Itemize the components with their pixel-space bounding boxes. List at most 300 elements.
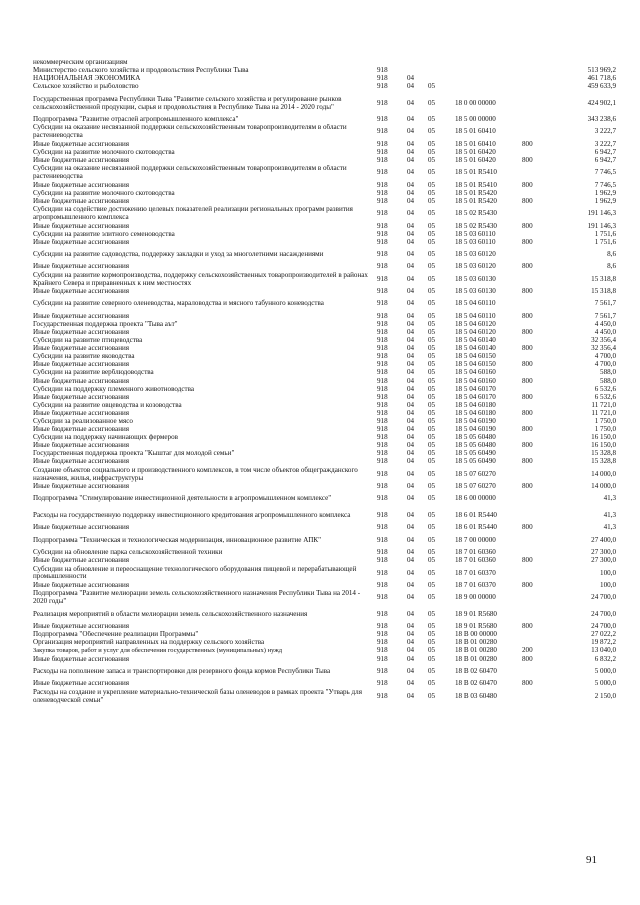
row-subsection-code: 05 xyxy=(428,593,436,602)
table-row xyxy=(33,337,616,345)
row-admin-code: 918 xyxy=(377,320,388,328)
row-admin-code: 918 xyxy=(377,287,388,296)
row-target-article: 18 5 01 R5420 xyxy=(455,197,497,205)
row-expense-type xyxy=(522,606,552,623)
row-target-article: 18 5 03 60110 xyxy=(455,238,496,246)
row-target-article: 18 5 01 R5410 xyxy=(455,168,497,177)
table-row xyxy=(33,524,616,532)
row-name: Подпрограмма "Стимулирование инвестиционной деятельности в агропромышленном комплексе" xyxy=(33,494,332,503)
row-subsection-code: 05 xyxy=(428,385,436,393)
row-name: Иные бюджетные ассигнования xyxy=(33,409,130,417)
row-section-code: 04 xyxy=(407,557,415,565)
row-admin-code: 918 xyxy=(377,549,388,557)
row-amount: 1 750,0 xyxy=(594,425,616,434)
row-amount: 513 969,2 xyxy=(587,67,616,75)
row-subsection-code: 05 xyxy=(428,197,436,205)
row-subsection-code: 05 xyxy=(428,377,436,385)
table-row xyxy=(33,329,616,337)
row-admin-code: 918 xyxy=(377,469,388,478)
table-row xyxy=(33,124,616,141)
row-admin-code: 918 xyxy=(377,691,388,700)
row-expense-type xyxy=(522,149,552,157)
row-amount: 32 356,4 xyxy=(591,336,616,345)
row-admin-code: 918 xyxy=(377,647,388,655)
row-amount: 15 318,8 xyxy=(591,287,616,296)
row-amount: 41,3 xyxy=(603,511,616,520)
row-name: Расходы на пополнение запаса и транспортировки для резервного фонда кормов Республики Тыва xyxy=(33,666,331,675)
row-subsection-code: 05 xyxy=(428,361,436,369)
row-expense-type xyxy=(522,631,552,639)
row-section-code: 04 xyxy=(407,691,415,700)
row-section-code: 04 xyxy=(407,549,415,557)
row-section-code: 04 xyxy=(407,263,415,271)
row-target-article: 18 5 02 R5430 xyxy=(455,222,497,230)
row-subsection-code: 05 xyxy=(428,549,436,557)
row-expense-type xyxy=(522,206,552,223)
table-row xyxy=(33,190,616,198)
row-target-article: 18 В 03 60480 xyxy=(455,691,497,700)
row-name: Государственная поддержка проекта "Кыштаг для молодой семьи" xyxy=(33,450,235,458)
row-amount: 4 700,0 xyxy=(594,361,616,369)
table-row xyxy=(33,116,616,124)
table-row xyxy=(33,394,616,402)
row-admin-code: 918 xyxy=(377,639,388,647)
row-admin-code: 918 xyxy=(377,197,388,205)
row-amount: 27 300,0 xyxy=(591,549,616,557)
row-subsection-code: 05 xyxy=(428,458,436,466)
row-expense-type xyxy=(522,321,552,329)
row-section-code: 04 xyxy=(407,483,415,491)
row-admin-code: 918 xyxy=(377,581,388,589)
row-admin-code: 918 xyxy=(377,353,388,361)
row-expense-type xyxy=(522,491,552,508)
table-row xyxy=(33,165,616,182)
row-admin-code: 918 xyxy=(377,361,388,369)
row-admin-code: 918 xyxy=(377,631,388,639)
row-amount: 7 746,5 xyxy=(594,181,616,189)
row-name: Подпрограмма "Развитие отраслей агропромышленного комплекса" xyxy=(33,115,239,124)
row-name: Иные бюджетные ассигнования xyxy=(33,458,130,466)
row-subsection-code: 05 xyxy=(428,299,436,308)
table-row xyxy=(33,466,616,483)
row-amount: 24 700,0 xyxy=(591,609,616,618)
row-admin-code: 918 xyxy=(377,568,388,577)
row-expense-type: 800 xyxy=(522,156,533,164)
row-expense-type xyxy=(522,386,552,394)
table-row xyxy=(33,549,616,557)
row-expense-type: 800 xyxy=(522,361,533,369)
row-name: Иные бюджетные ассигнования xyxy=(33,263,130,271)
row-admin-code: 918 xyxy=(377,67,388,75)
row-amount: 588,0 xyxy=(600,369,616,377)
row-name: Субсидии на развитие садоводства, поддержку закладки и уход за многолетними насаждениями xyxy=(33,250,324,259)
row-name: Иные бюджетные ассигнования xyxy=(33,197,130,205)
row-section-code: 04 xyxy=(407,385,415,393)
row-target-article: 18 5 05 60480 xyxy=(455,442,496,450)
row-admin-code: 918 xyxy=(377,75,388,83)
row-subsection-code: 05 xyxy=(428,230,436,238)
row-name: Субсидии на развитие северного оленеводства, мараловодства и мясного табунного коневодства xyxy=(33,299,324,308)
table-row xyxy=(33,83,616,91)
row-section-code: 04 xyxy=(407,274,415,283)
row-expense-type: 800 xyxy=(522,655,533,663)
row-target-article: 18 5 05 60480 xyxy=(455,434,496,442)
row-name: Иные бюджетные ассигнования xyxy=(33,238,130,246)
row-target-article: 18 7 00 00000 xyxy=(455,535,496,544)
row-amount: 3 222,7 xyxy=(594,140,616,148)
row-target-article: 18 5 04 60120 xyxy=(455,328,496,336)
row-target-article: 18 5 01 60420 xyxy=(455,148,496,156)
row-target-article: 18 5 04 60140 xyxy=(455,345,496,353)
row-target-article: 18 7 01 60370 xyxy=(455,581,496,589)
row-subsection-code: 05 xyxy=(428,263,436,271)
row-name: Организация мероприятий направленных на поддержку сельского хозяйства xyxy=(33,639,265,647)
row-name: Иные бюджетные ассигнования xyxy=(33,377,130,385)
row-target-article: 18 6 01 R5440 xyxy=(455,511,497,520)
row-name: Иные бюджетные ассигнования xyxy=(33,524,130,532)
table-row xyxy=(33,680,616,688)
row-admin-code: 918 xyxy=(377,377,388,385)
row-target-article: 18 5 04 60150 xyxy=(455,361,496,369)
table-row xyxy=(33,418,616,426)
row-admin-code: 918 xyxy=(377,328,388,336)
row-amount: 6 832,2 xyxy=(594,655,616,663)
row-expense-type: 200 xyxy=(522,647,533,655)
row-name: Субсидии на обновление парка сельскохозяйственной техники xyxy=(33,549,223,557)
row-name: Иные бюджетные ассигнования xyxy=(33,328,130,336)
table-row xyxy=(33,288,616,296)
row-admin-code: 918 xyxy=(377,209,388,218)
row-subsection-code: 05 xyxy=(428,666,436,675)
row-expense-type xyxy=(522,165,552,182)
row-section-code: 04 xyxy=(407,458,415,466)
table-row xyxy=(33,410,616,418)
row-expense-type: 800 xyxy=(522,483,533,491)
row-section-code: 04 xyxy=(407,168,415,177)
row-admin-code: 918 xyxy=(377,336,388,345)
row-section-code: 04 xyxy=(407,127,415,136)
row-name: Иные бюджетные ассигнования xyxy=(33,140,130,148)
table-row xyxy=(33,647,616,655)
row-section-code: 04 xyxy=(407,250,415,259)
row-expense-type xyxy=(522,590,552,607)
table-row xyxy=(33,157,616,165)
row-amount: 13 040,0 xyxy=(591,647,616,655)
row-admin-code: 918 xyxy=(377,494,388,503)
table-row xyxy=(33,361,616,369)
row-subsection-code: 05 xyxy=(428,623,436,631)
row-expense-type xyxy=(522,231,552,239)
row-admin-code: 918 xyxy=(377,263,388,271)
row-subsection-code: 05 xyxy=(428,148,436,156)
row-name: некоммерческим организациям xyxy=(33,59,128,67)
table-row xyxy=(33,369,616,377)
row-expense-type xyxy=(522,369,552,377)
row-subsection-code: 05 xyxy=(428,336,436,345)
row-subsection-code: 05 xyxy=(428,140,436,148)
row-expense-type: 800 xyxy=(522,393,533,401)
table-row xyxy=(33,247,616,264)
row-section-code: 04 xyxy=(407,369,415,377)
row-amount: 6 532,6 xyxy=(594,385,616,393)
row-name: Подпрограмма "Обеспечение реализации Программы" xyxy=(33,631,199,639)
row-amount: 24 700,0 xyxy=(591,593,616,602)
row-admin-code: 918 xyxy=(377,623,388,631)
row-amount: 5 000,0 xyxy=(594,666,616,675)
row-admin-code: 918 xyxy=(377,299,388,308)
row-subsection-code: 05 xyxy=(428,127,436,136)
row-target-article: 18 5 04 60160 xyxy=(455,369,496,377)
row-amount: 7 561,7 xyxy=(594,312,616,320)
row-section-code: 04 xyxy=(407,181,415,189)
row-subsection-code: 05 xyxy=(428,83,436,91)
row-name: Субсидии на развитие верблюдоводства xyxy=(33,369,154,377)
row-expense-type xyxy=(522,91,552,116)
row-amount: 100,0 xyxy=(600,568,616,577)
table-row xyxy=(33,508,616,525)
row-section-code: 04 xyxy=(407,336,415,345)
row-target-article: 18 5 04 60190 xyxy=(455,425,496,434)
row-name: Субсидии на поддержку начинающих фермеров xyxy=(33,434,178,442)
row-subsection-code: 05 xyxy=(428,524,436,532)
row-name: Субсидии на оказание несвязанной поддержки сельскохозяйственным товаропроизводителям в области растениеводства xyxy=(33,164,347,181)
row-admin-code: 918 xyxy=(377,230,388,238)
row-subsection-code: 05 xyxy=(428,401,436,409)
row-section-code: 04 xyxy=(407,568,415,577)
row-name: Иные бюджетные ассигнования xyxy=(33,557,130,565)
row-expense-type xyxy=(522,450,552,458)
row-section-code: 04 xyxy=(407,450,415,458)
row-admin-code: 918 xyxy=(377,409,388,417)
row-target-article: 18 В 01 00280 xyxy=(455,647,497,655)
row-name: Иные бюджетные ассигнования xyxy=(33,345,130,353)
row-section-code: 04 xyxy=(407,353,415,361)
row-amount: 27 022,2 xyxy=(591,631,616,639)
row-section-code: 04 xyxy=(407,535,415,544)
row-amount: 24 700,0 xyxy=(591,623,616,631)
row-subsection-code: 05 xyxy=(428,168,436,177)
row-name: Государственная программа Республики Тыва "Развитие сельского хозяйства и регулирование рынков сельскохозяйственной продукции, сырья и продовольствия в Республике Тыва на 2014 - 2020 годы" xyxy=(33,94,342,111)
row-subsection-code: 05 xyxy=(428,535,436,544)
row-section-code: 04 xyxy=(407,639,415,647)
row-subsection-code: 05 xyxy=(428,353,436,361)
row-section-code: 04 xyxy=(407,299,415,308)
row-subsection-code: 05 xyxy=(428,450,436,458)
row-admin-code: 918 xyxy=(377,450,388,458)
table-row xyxy=(33,141,616,149)
row-amount: 1 751,6 xyxy=(594,230,616,238)
row-subsection-code: 05 xyxy=(428,483,436,491)
row-target-article: 18 5 03 60120 xyxy=(455,250,496,259)
row-target-article: 18 7 01 60360 xyxy=(455,557,496,565)
row-name: НАЦИОНАЛЬНАЯ ЭКОНОМИКА xyxy=(33,75,141,83)
row-expense-type: 800 xyxy=(522,680,533,688)
table-row xyxy=(33,239,616,247)
row-expense-type: 800 xyxy=(522,263,533,271)
row-admin-code: 918 xyxy=(377,425,388,434)
row-section-code xyxy=(407,59,428,67)
row-admin-code: 918 xyxy=(377,593,388,602)
row-expense-type: 800 xyxy=(522,623,533,631)
row-name: Государственная поддержка проекта "Тыва аът" xyxy=(33,320,178,328)
row-name: Иные бюджетные ассигнования xyxy=(33,483,130,491)
row-amount: 588,0 xyxy=(600,377,616,385)
row-target-article: 18 5 01 60420 xyxy=(455,156,496,164)
table-row xyxy=(33,222,616,230)
row-subsection-code: 05 xyxy=(428,409,436,417)
page-number: 91 xyxy=(586,854,597,866)
row-name: Сельское хозяйство и рыболовство xyxy=(33,83,139,91)
row-amount: 4 450,0 xyxy=(594,320,616,328)
row-expense-type: 800 xyxy=(522,238,533,246)
row-subsection-code: 05 xyxy=(428,557,436,565)
row-target-article: 18 9 00 00000 xyxy=(455,593,496,602)
row-name: Закупка товаров, работ и услуг для обеспечения государственных (муниципальных) нужд xyxy=(33,647,283,655)
row-section-code: 04 xyxy=(407,98,415,107)
row-expense-type: 800 xyxy=(522,181,533,189)
table-body xyxy=(33,59,616,705)
table-row xyxy=(33,434,616,442)
row-subsection-code: 05 xyxy=(428,181,436,189)
row-admin-code: 918 xyxy=(377,458,388,466)
row-amount: 6 942,7 xyxy=(594,148,616,156)
row-target-article: 18 5 02 R5430 xyxy=(455,209,497,218)
row-expense-type xyxy=(522,402,552,410)
row-target-article: 18 5 04 60190 xyxy=(455,417,496,425)
row-target-article: 18 5 01 R5410 xyxy=(455,181,497,189)
row-amount: 16 150,0 xyxy=(591,442,616,450)
row-amount: 2 150,0 xyxy=(594,691,616,700)
table-row xyxy=(33,206,616,223)
table-row xyxy=(33,75,616,83)
row-target-article: 18 5 04 60110 xyxy=(455,299,496,308)
row-amount: 15 318,8 xyxy=(591,274,616,283)
row-target-article: 18 5 04 60170 xyxy=(455,393,496,401)
row-section-code: 04 xyxy=(407,156,415,164)
row-admin-code: 918 xyxy=(377,168,388,177)
row-subsection-code: 05 xyxy=(428,655,436,663)
row-amount: 11 721,0 xyxy=(591,401,616,409)
row-amount: 8,6 xyxy=(607,250,616,259)
row-section-code: 04 xyxy=(407,494,415,503)
row-subsection-code xyxy=(428,67,455,75)
row-target-article: 18 5 07 60270 xyxy=(455,469,496,478)
table-row xyxy=(33,664,616,681)
row-expense-type: 800 xyxy=(522,287,533,296)
table-row xyxy=(33,182,616,190)
row-name: Субсидии на поддержку племенного животноводства xyxy=(33,385,194,393)
row-amount: 32 356,4 xyxy=(591,345,616,353)
row-amount: 4 700,0 xyxy=(594,353,616,361)
row-section-code: 04 xyxy=(407,209,415,218)
row-target-article: 18 6 00 00000 xyxy=(455,494,496,503)
row-section-code: 04 xyxy=(407,287,415,296)
row-expense-type: 800 xyxy=(522,442,533,450)
row-subsection-code: 05 xyxy=(428,568,436,577)
row-expense-type: 800 xyxy=(522,524,533,532)
row-expense-type: 800 xyxy=(522,140,533,148)
row-admin-code: 918 xyxy=(377,417,388,425)
row-admin-code: 918 xyxy=(377,609,388,618)
row-section-code: 04 xyxy=(407,609,415,618)
row-section-code: 04 xyxy=(407,469,415,478)
row-target-article: 18 В 01 00280 xyxy=(455,655,497,663)
row-section-code: 04 xyxy=(407,647,415,655)
row-expense-type xyxy=(522,59,552,67)
table-row xyxy=(33,565,616,582)
row-target-article: 18 В 01 00280 xyxy=(455,639,497,647)
row-amount: 343 238,6 xyxy=(587,115,616,124)
row-expense-type xyxy=(522,466,552,483)
row-admin-code: 918 xyxy=(377,222,388,230)
row-expense-type xyxy=(522,353,552,361)
row-section-code: 04 xyxy=(407,140,415,148)
row-target-article: 18 5 03 60130 xyxy=(455,274,496,283)
table-row xyxy=(33,458,616,466)
row-section-code xyxy=(407,67,428,75)
table-row xyxy=(33,296,616,313)
table-row xyxy=(33,198,616,206)
row-amount xyxy=(552,59,616,67)
row-expense-type xyxy=(522,67,552,75)
row-section-code: 04 xyxy=(407,655,415,663)
row-name: Иные бюджетные ассигнования xyxy=(33,312,130,320)
row-section-code: 04 xyxy=(407,148,415,156)
row-target-article: 18 9 01 R5680 xyxy=(455,609,497,618)
row-subsection-code: 05 xyxy=(428,222,436,230)
row-name: Иные бюджетные ассигнования xyxy=(33,680,130,688)
row-amount: 7 746,5 xyxy=(594,168,616,177)
row-amount: 100,0 xyxy=(600,581,616,589)
row-target-article xyxy=(455,75,522,83)
row-expense-type xyxy=(522,688,552,705)
row-amount: 5 000,0 xyxy=(594,680,616,688)
row-target-article: 18 5 03 60110 xyxy=(455,230,496,238)
row-amount: 14 000,0 xyxy=(591,469,616,478)
row-expense-type xyxy=(522,190,552,198)
row-expense-type: 800 xyxy=(522,581,533,589)
row-admin-code: 918 xyxy=(377,511,388,520)
row-amount: 1 962,9 xyxy=(594,197,616,205)
table-row xyxy=(33,345,616,353)
row-name: Субсидии на оказание несвязанной поддержки сельскохозяйственным товаропроизводителям в области растениеводства xyxy=(33,124,347,140)
row-expense-type xyxy=(522,247,552,264)
row-name: Подпрограмма "Техническая и технологическая модернизация, инновационное развитие АПК" xyxy=(33,535,322,544)
row-amount: 11 721,0 xyxy=(591,409,616,417)
row-section-code: 04 xyxy=(407,320,415,328)
row-amount: 14 000,0 xyxy=(591,483,616,491)
row-name: Субсидии на развитие элитного семеноводства xyxy=(33,230,175,238)
row-subsection-code: 05 xyxy=(428,631,436,639)
row-amount: 191 146,3 xyxy=(587,209,616,218)
row-section-code: 04 xyxy=(407,197,415,205)
table-row xyxy=(33,590,616,607)
row-section-code: 04 xyxy=(407,238,415,246)
row-section-code: 04 xyxy=(407,222,415,230)
table-row xyxy=(33,353,616,361)
row-admin-code: 918 xyxy=(377,655,388,663)
row-name: Иные бюджетные ассигнования xyxy=(33,581,130,589)
row-amount: 19 872,2 xyxy=(591,639,616,647)
row-expense-type xyxy=(522,271,552,288)
row-amount: 8,6 xyxy=(607,263,616,271)
row-section-code: 04 xyxy=(407,230,415,238)
row-expense-type: 800 xyxy=(522,377,533,385)
row-subsection-code: 05 xyxy=(428,647,436,655)
row-section-code: 04 xyxy=(407,409,415,417)
row-subsection-code: 05 xyxy=(428,274,436,283)
row-subsection-code: 05 xyxy=(428,425,436,434)
